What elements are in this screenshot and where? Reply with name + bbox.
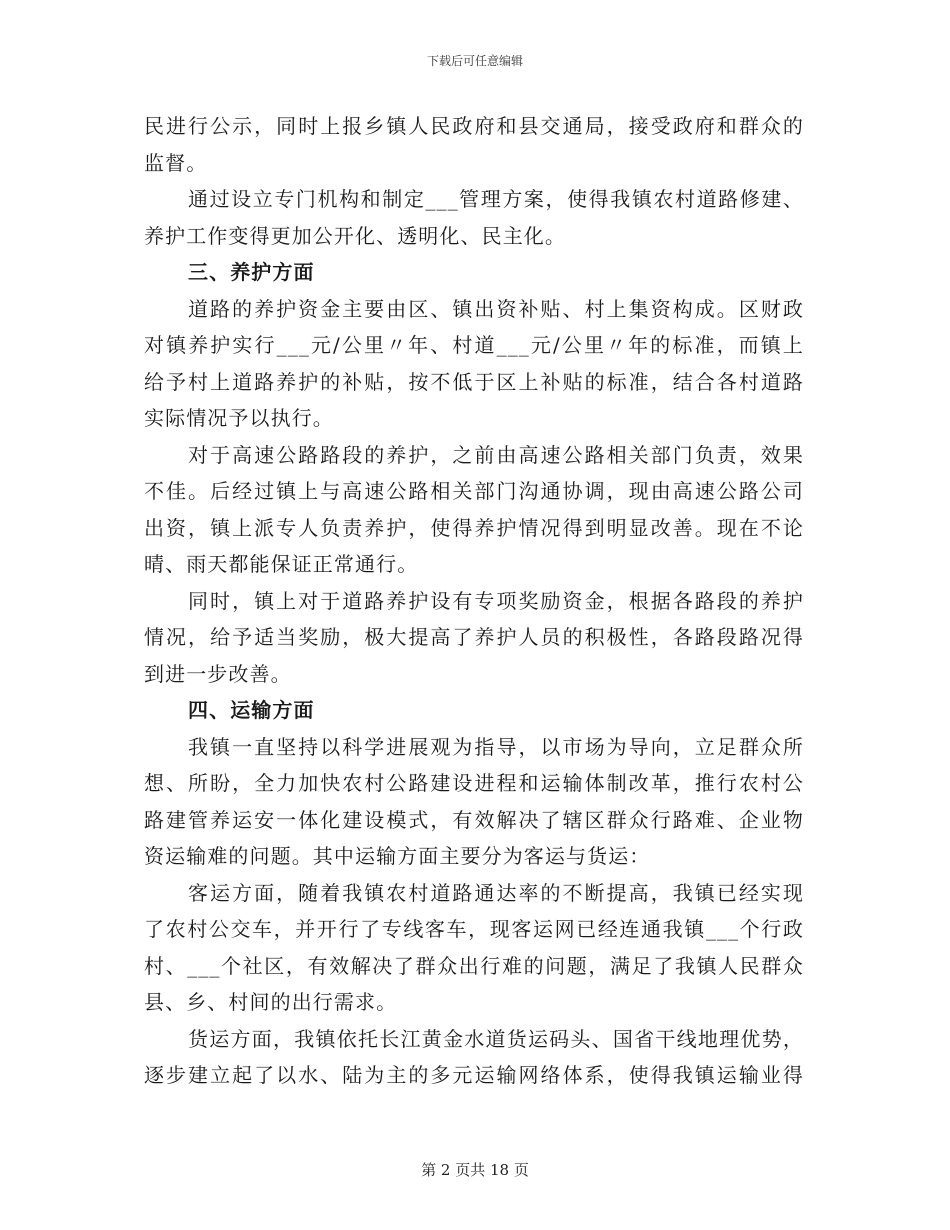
- paragraph-line: 养护工作变得更加公开化、透明化、民主化。: [144, 223, 566, 248]
- paragraph-line: 民进行公示，同时上报乡镇人民政府和县交通局，接受政府和群众的: [144, 114, 804, 138]
- paragraph-line: 不佳。后经过镇上与高速公路相关部门沟通协调，现由高速公路公司: [144, 479, 804, 503]
- paragraph-line: 逐步建立起了以水、陆为主的多元运输网络体系，使得我镇运输业得: [144, 1063, 804, 1087]
- paragraph-line: 路建管养运安一体化建设模式，有效解决了辖区群众行路难、企业物: [144, 807, 804, 832]
- paragraph-line: 到进一步改善。: [144, 661, 292, 686]
- paragraph-line: 村、___个社区，有效解决了群众出行难的问题，满足了我镇人民群众: [144, 953, 804, 978]
- section-heading: 四、运输方面: [188, 698, 315, 722]
- paragraph-line: 资运输难的问题。其中运输方面主要分为客运与货运：: [144, 844, 651, 868]
- paragraph-line: 想、所盼，全力加快农村公路建设进程和运输体制改革，推行农村公: [144, 771, 804, 795]
- document-body: [144, 108, 804, 1094]
- paragraph-line: 监督。: [144, 150, 208, 175]
- paragraph-line: 同时，镇上对于道路养护设有专项奖励资金，根据各路段的养护: [188, 588, 804, 613]
- paragraph-line: 县、乡、村间的出行需求。: [144, 990, 398, 1014]
- paragraph-line: 道路的养护资金主要由区、镇出资补贴、村上集资构成。区财政: [188, 296, 804, 321]
- paragraph-line: 情况，给予适当奖励，极大提高了养护人员的积极性，各路段路况得: [144, 625, 804, 649]
- page-header: 下载后可任意编辑: [426, 54, 523, 68]
- paragraph-line: 实际情况予以执行。: [144, 406, 334, 430]
- paragraph-line: 给予村上道路养护的补贴，按不低于区上补贴的标准，结合各村道路: [144, 369, 804, 394]
- paragraph-line: 了农村公交车，并开行了专线客车，现客运网已经连通我镇___个行政: [144, 917, 804, 941]
- paragraph-line: 晴、雨天都能保证正常通行。: [144, 552, 419, 576]
- paragraph-line: 对于高速公路路段的养护，之前由高速公路相关部门负责，效果: [188, 442, 804, 467]
- paragraph-line: 客运方面，随着我镇农村道路通达率的不断提高，我镇已经实现: [188, 880, 804, 905]
- paragraph-line: 通过设立专门机构和制定___管理方案，使得我镇农村道路修建、: [188, 187, 804, 211]
- paragraph-line: 我镇一直坚持以科学进展观为指导，以市场为导向，立足群众所: [188, 734, 804, 759]
- page-footer: 第 2 页共 18 页: [421, 1161, 529, 1179]
- section-heading: 三、养护方面: [188, 260, 315, 284]
- paragraph-line: 对镇养护实行___元/公里〃年、村道___元/公里〃年的标准，而镇上: [144, 333, 804, 357]
- paragraph-line: 出资，镇上派专人负责养护，使得养护情况得到明显改善。现在不论: [144, 515, 804, 540]
- paragraph-line: 货运方面，我镇依托长江黄金水道货运码头、国省干线地理优势，: [188, 1026, 804, 1051]
